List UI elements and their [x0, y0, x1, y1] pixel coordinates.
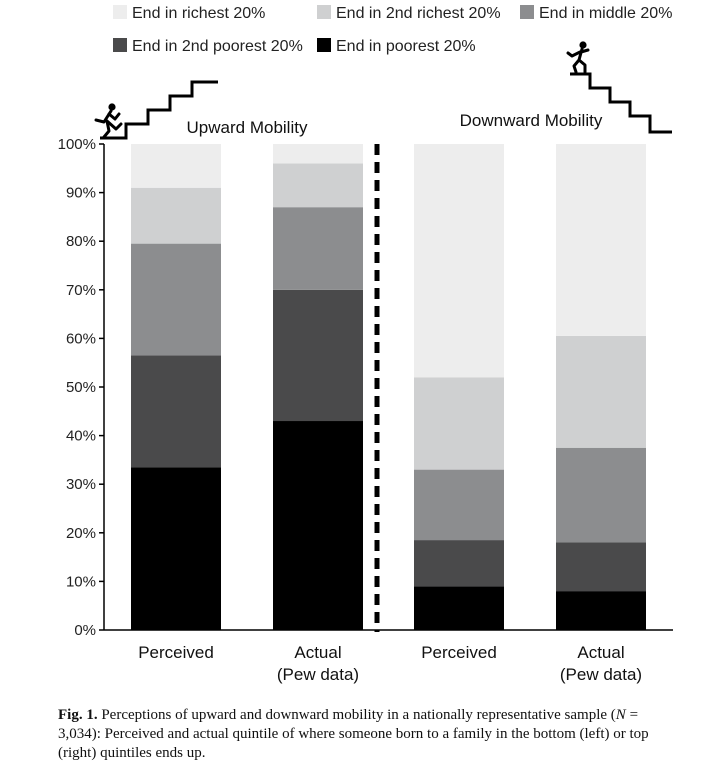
bar-segment-3-4 [414, 377, 504, 469]
y-tick-label: 20% [65, 524, 96, 542]
legend-item [317, 5, 501, 22]
bar-segment-4-1 [556, 591, 646, 630]
bar-segment-1-2 [131, 355, 221, 467]
bar-segment-3-3 [414, 470, 504, 540]
legend-label: End in poorest 20% [336, 38, 476, 55]
y-tick-label: 40% [65, 427, 96, 445]
legend-swatch [520, 5, 534, 19]
bar-segment-1-4 [131, 188, 221, 244]
category-sublabel: (Pew data) [559, 665, 643, 684]
bar-segment-2-2 [273, 290, 363, 421]
bar-segment-4-3 [556, 448, 646, 543]
panel-title-upward: Upward Mobility [186, 118, 308, 137]
legend-item [113, 38, 303, 55]
bar-segment-1-1 [131, 467, 221, 630]
y-tick-label: 10% [65, 573, 96, 591]
bar-segment-3-2 [414, 540, 504, 586]
legend-label: End in middle 20% [539, 5, 673, 22]
bar-segment-2-4 [273, 163, 363, 207]
bar-segment-1-5 [131, 144, 221, 188]
bar-segment-3-1 [414, 586, 504, 630]
bar-segment-1-3 [131, 244, 221, 356]
panel-title-downward: Downward Mobility [459, 111, 603, 130]
legend-swatch [113, 5, 127, 19]
bar-segment-4-2 [556, 543, 646, 592]
bar-segment-4-5 [556, 144, 646, 336]
legend-item [520, 5, 672, 22]
figure-label: Fig. 1. [58, 707, 98, 723]
y-tick-label: 100% [57, 136, 96, 153]
bar-segment-3-5 [414, 144, 504, 377]
legend [113, 5, 672, 55]
legend-swatch [317, 38, 331, 52]
legend-item [317, 38, 476, 55]
bar-segment-2-5 [273, 144, 363, 163]
bar-segment-2-3 [273, 207, 363, 290]
caption-text-1: Perceptions of upward and downward mobility in a nationally representative sample ( [97, 707, 616, 723]
caption-text-2: = 3,034): Perceived and actual quintile of where someone born to a family in the bottom (left) or top (right) quintiles ends up. [58, 707, 649, 761]
y-tick-label: 50% [65, 379, 96, 396]
y-tick-label: 90% [65, 184, 96, 202]
figure-caption [58, 706, 680, 763]
category-label: Actual [294, 643, 342, 662]
legend-swatch [317, 5, 331, 19]
y-tick-label: 30% [65, 476, 96, 494]
category-label: Perceived [421, 643, 497, 662]
y-tick-label: 70% [65, 281, 96, 299]
y-tick-label: 60% [65, 330, 96, 348]
x-axis [104, 630, 673, 684]
bar-segment-2-1 [273, 421, 363, 630]
bars [131, 144, 646, 630]
legend-label: End in 2nd richest 20% [336, 5, 501, 22]
legend-label: End in 2nd poorest 20% [132, 38, 303, 55]
y-tick-label: 0% [74, 622, 96, 639]
legend-label: End in richest 20% [132, 5, 266, 22]
legend-item [113, 5, 265, 22]
caption-n-symbol: N [615, 707, 626, 723]
legend-swatch [113, 38, 127, 52]
category-sublabel: (Pew data) [276, 665, 360, 684]
y-axis [58, 136, 104, 639]
category-label: Perceived [138, 643, 214, 662]
y-tick-label: 80% [65, 233, 96, 251]
category-label: Actual [577, 643, 625, 662]
bar-segment-4-4 [556, 336, 646, 448]
